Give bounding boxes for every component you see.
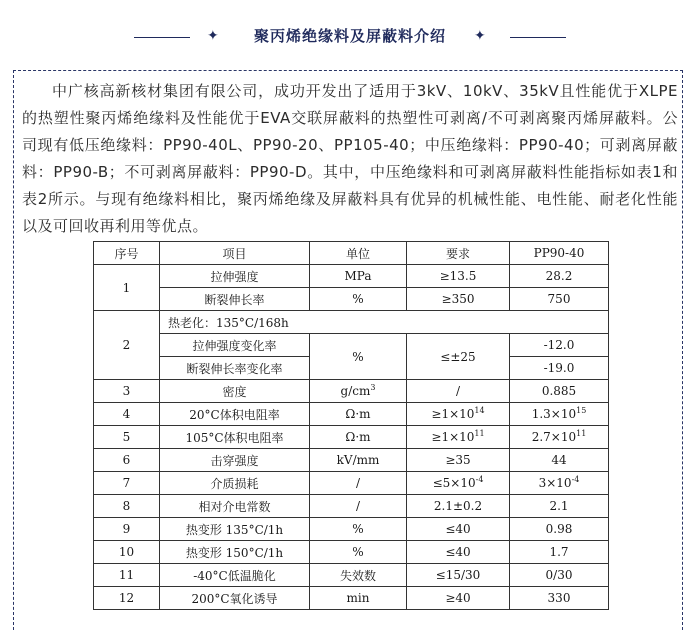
cell-requirement [407,403,510,426]
value-text: 3×10 [538,476,572,490]
cell-no: 8 [94,495,160,518]
cell-item: 介质损耗 [160,472,310,495]
star-icon: ✦ [207,28,219,44]
header-divider-right [510,37,566,38]
header-divider-left [134,37,190,38]
table-row [94,564,609,587]
unit-superscript: 3 [370,383,376,392]
value-exponent: 11 [576,429,587,438]
cell-value: 2.1 [510,495,609,518]
table-row [94,587,609,610]
cell-value [510,426,609,449]
cell-no: 12 [94,587,160,610]
cell-item: 200°C氧化诱导 [160,587,310,610]
spec-table [93,241,609,610]
cell-unit: % [310,541,407,564]
cell-item: 20°C体积电阻率 [160,403,310,426]
value-exponent: -4 [571,475,580,484]
table-row [94,288,609,311]
cell-item: 断裂伸长率 [160,288,310,311]
cell-no: 2 [94,311,160,380]
unit-text: g/cm [340,384,371,398]
table-row [94,403,609,426]
table-row [94,449,609,472]
cell-no: 11 [94,564,160,587]
cell-no: 7 [94,472,160,495]
cell-value: 0/30 [510,564,609,587]
cell-unit: / [310,472,407,495]
table-row [94,518,609,541]
value-exponent: 15 [576,406,587,415]
requirement-text: ≥1×10 [431,407,475,421]
cell-requirement: 2.1±0.2 [407,495,510,518]
section-header [0,0,692,70]
cell-no: 9 [94,518,160,541]
cell-value: 28.2 [510,265,609,288]
header-requirement: 要求 [407,242,510,265]
cell-item: 热变形 150°C/1h [160,541,310,564]
table-row [94,334,609,357]
cell-requirement: ≤15/30 [407,564,510,587]
cell-unit: kV/mm [310,449,407,472]
cell-value: 330 [510,587,609,610]
requirement-exponent: 14 [474,406,485,415]
table-row [94,311,609,334]
table-row [94,265,609,288]
cell-unit: % [310,334,407,380]
cell-value: -12.0 [510,334,609,357]
cell-item: 拉伸强度 [160,265,310,288]
section-title: 聚丙烯绝缘料及屏蔽料介绍 [253,27,446,45]
value-text: 2.7×10 [531,430,577,444]
cell-item: 热变形 135°C/1h [160,518,310,541]
header-unit: 单位 [310,242,407,265]
cell-item: 击穿强度 [160,449,310,472]
table-row [94,426,609,449]
cell-subheading: 热老化：135°C/168h [160,311,609,334]
cell-requirement: ≥40 [407,587,510,610]
cell-no: 5 [94,426,160,449]
cell-value [510,403,609,426]
value-text: 1.3×10 [531,407,577,421]
header-value: PP90-40 [510,242,609,265]
cell-unit: / [310,495,407,518]
cell-unit: % [310,288,407,311]
cell-unit: Ω·m [310,426,407,449]
cell-requirement: ≥350 [407,288,510,311]
requirement-text: ≤5×10 [432,476,476,490]
table-row [94,472,609,495]
cell-requirement: ≤±25 [407,334,510,380]
cell-no: 3 [94,380,160,403]
cell-value [510,472,609,495]
cell-requirement: ≤40 [407,541,510,564]
cell-item: 断裂伸长率变化率 [160,357,310,380]
cell-no: 4 [94,403,160,426]
cell-value: 1.7 [510,541,609,564]
cell-unit: MPa [310,265,407,288]
cell-unit: % [310,518,407,541]
cell-unit [310,380,407,403]
cell-no: 1 [94,265,160,311]
star-icon: ✦ [474,28,486,44]
table-row [94,495,609,518]
table-header-row [94,242,609,265]
cell-item: 密度 [160,380,310,403]
cell-item: -40°C低温脆化 [160,564,310,587]
intro-paragraph: 中广核高新核材集团有限公司，成功开发出了适用于3kV、10kV、35kV且性能优于XLPE的热塑性聚丙烯绝缘料及性能优于EVA交联屏蔽料的热塑性可剥离/不可剥离聚丙烯屏蔽料。公司现有低压绝缘料：PP90-40L、PP90-20、PP105-40；中压绝缘料：PP90-40；可剥离屏蔽料：PP90-B；不可剥离屏蔽料：PP90-D。其中，中压绝缘料和可剥离屏蔽料性能指标如表1和表2所示。与现有绝缘料相比，聚丙烯绝缘及屏蔽料具有优异的机械性能、电性能、耐老化性能以及可回收再利用等优点。 [22,82,678,235]
cell-value: -19.0 [510,357,609,380]
table-row [94,541,609,564]
requirement-exponent: 11 [474,429,485,438]
cell-unit: Ω·m [310,403,407,426]
cell-no: 6 [94,449,160,472]
table-row [94,380,609,403]
requirement-text: ≥1×10 [431,430,475,444]
cell-no: 10 [94,541,160,564]
cell-unit: min [310,587,407,610]
cell-value: 0.98 [510,518,609,541]
header-no: 序号 [94,242,160,265]
cell-requirement: ≥13.5 [407,265,510,288]
cell-unit: 失效数 [310,564,407,587]
cell-item: 相对介电常数 [160,495,310,518]
header-item: 项目 [160,242,310,265]
cell-requirement: ≥35 [407,449,510,472]
cell-value: 44 [510,449,609,472]
cell-item: 拉伸强度变化率 [160,334,310,357]
cell-value: 750 [510,288,609,311]
cell-item: 105°C体积电阻率 [160,426,310,449]
cell-value: 0.885 [510,380,609,403]
cell-requirement [407,426,510,449]
cell-requirement: / [407,380,510,403]
cell-requirement [407,472,510,495]
cell-requirement: ≤40 [407,518,510,541]
requirement-exponent: -4 [475,475,484,484]
